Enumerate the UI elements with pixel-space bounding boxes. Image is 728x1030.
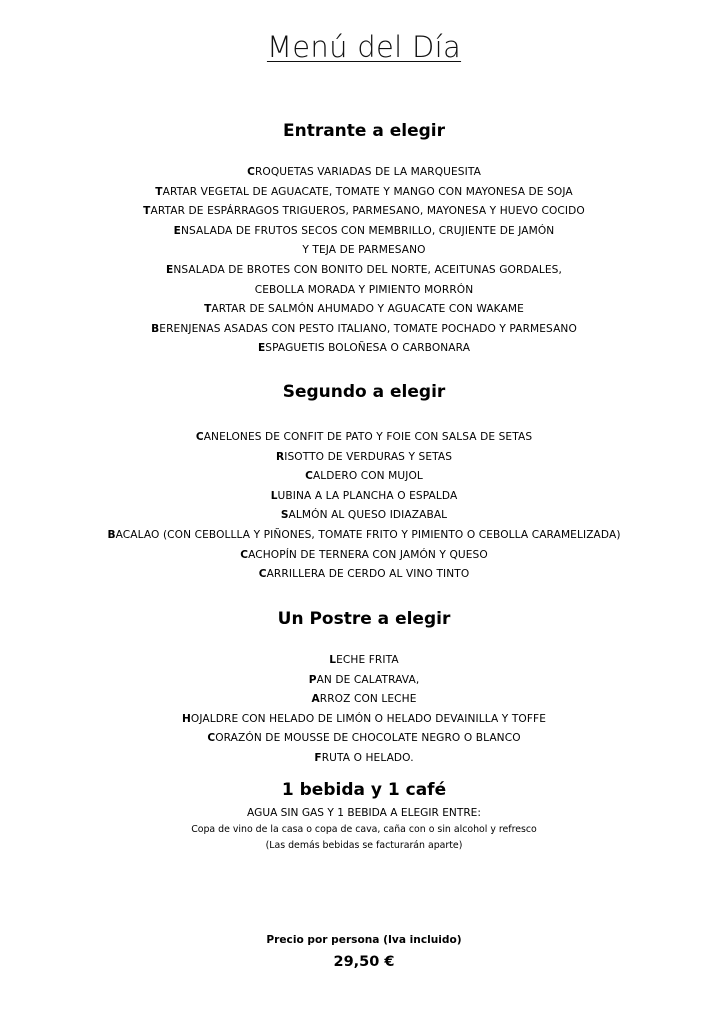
menu-item-text: ARRILLERA DE CERDO AL VINO TINTO — [266, 568, 470, 581]
section-heading-bebidas: 1 bebida y 1 café — [281, 780, 447, 800]
menu-item-text: ARTAR VEGETAL DE AGUACATE, TOMATE Y MANGO CON MAYONESA DE SOJA — [162, 185, 573, 198]
menu-item-text: ANELONES DE CONFIT DE PATO Y FOIE CON SALSA DE SETAS — [203, 431, 533, 443]
menu-item-initial: L — [270, 489, 278, 502]
menu-item — [0, 428, 728, 448]
menu-item-text: AN DE CALATRAVA, — [316, 673, 420, 686]
menu-item — [0, 690, 728, 710]
menu-item-initial: C — [195, 431, 204, 443]
menu-item-initial: B — [151, 322, 160, 335]
menu-item-text: ROQUETAS VARIADAS DE LA MARQUESITA — [254, 166, 481, 178]
menu-item-text: NSALADA DE FRUTOS SECOS CON MEMBRILLO, CRUJIENTE DE JAMÓN — [181, 224, 555, 237]
menu-item-text: ARTAR DE ESPÁRRAGOS TRIGUEROS, PARMESANO, MAYONESA Y HUEVO COCIDO — [150, 205, 585, 218]
menu-item — [0, 710, 728, 730]
menu-item-initial: E — [173, 224, 181, 237]
menu-item — [0, 183, 728, 203]
menu-item-initial: B — [107, 528, 116, 541]
menu-item-text: ACALAO (CON CEBOLLLA Y PIÑONES, TOMATE FRITO Y PIMIENTO O CEBOLLA CARAMELIZADA) — [115, 528, 621, 541]
menu-item — [0, 320, 728, 340]
menu-item-initial: S — [280, 509, 289, 522]
drinks-line-3: (Las demás bebidas se facturarán aparte) — [265, 840, 463, 851]
menu-item-text: ERENJENAS ASADAS CON PESTO ITALIANO, TOMATE POCHADO Y PARMESANO — [159, 322, 577, 335]
menu-item-initial: L — [329, 654, 337, 666]
menu-item — [0, 671, 728, 691]
section-heading-entrantes: Entrante a elegir — [282, 121, 446, 141]
menu-item-text: NSALADA DE BROTES CON BONITO DEL NORTE, ACEITUNAS GORDALES, — [173, 263, 562, 276]
price-label: Precio por persona (Iva incluido) — [266, 934, 462, 946]
menu-item-initial: P — [308, 673, 317, 686]
drinks-line-2: Copa de vino de la casa o copa de cava, caña con o sin alcohol y refresco — [191, 824, 537, 835]
segundos-list — [0, 428, 728, 585]
menu-item — [0, 222, 728, 242]
menu-item-text: Y TEJA DE PARMESANO — [302, 244, 426, 257]
menu-item — [0, 729, 728, 749]
menu-item — [0, 261, 728, 281]
menu-item-text: CEBOLLA MORADA Y PIMIENTO MORRÓN — [254, 283, 474, 296]
menu-item — [0, 448, 728, 468]
menu-item-initial: A — [311, 693, 320, 706]
menu-item-text: ISOTTO DE VERDURAS Y SETAS — [284, 450, 453, 463]
section-heading-segundos: Segundo a elegir — [282, 382, 446, 402]
menu-item-text: SPAGUETIS BOLOÑESA O CARBONARA — [265, 342, 471, 355]
menu-item-text: ARTAR DE SALMÓN AHUMADO Y AGUACATE CON WAKAME — [211, 303, 524, 316]
menu-item — [0, 339, 728, 359]
menu-item — [0, 749, 728, 769]
menu-item-initial: C — [247, 166, 255, 178]
menu-item — [0, 487, 728, 507]
menu-item-text: ECHE FRITA — [336, 654, 399, 666]
menu-item-text: RROZ CON LECHE — [319, 693, 417, 706]
menu-item-text: ALDERO CON MUJOL — [312, 470, 423, 483]
entrantes-list — [0, 163, 728, 359]
menu-item — [0, 300, 728, 320]
drinks-line-1: AGUA SIN GAS Y 1 BEBIDA A ELEGIR ENTRE: — [247, 807, 481, 819]
menu-item — [0, 526, 728, 546]
menu-item — [0, 565, 728, 585]
menu-item — [0, 163, 728, 183]
menu-item — [0, 506, 728, 526]
menu-item — [0, 651, 728, 671]
menu-item-initial: T — [143, 205, 151, 218]
menu-item-initial: H — [181, 712, 191, 725]
menu-item — [0, 202, 728, 222]
menu-item — [0, 467, 728, 487]
menu-item-initial: F — [314, 751, 322, 764]
menu-item-text: RUTA O HELADO. — [321, 751, 414, 764]
menu-item-initial: T — [155, 185, 163, 198]
menu-item-initial: R — [275, 450, 285, 463]
menu-item-initial: T — [204, 303, 212, 316]
menu-item-initial: C — [240, 548, 249, 561]
menu-item-text: OJALDRE CON HELADO DE LIMÓN O HELADO DEVAINILLA Y TOFFE — [190, 712, 547, 725]
menu-item — [0, 546, 728, 566]
menu-item-text: ORAZÓN DE MOUSSE DE CHOCOLATE NEGRO O BLANCO — [215, 732, 521, 745]
menu-item-initial: C — [258, 568, 267, 581]
menu-item — [0, 281, 728, 301]
menu-item-text: ALMÓN AL QUESO IDIAZABAL — [288, 509, 448, 522]
menu-item-initial: C — [207, 732, 216, 745]
page-title: Menú del Día — [266, 30, 462, 64]
menu-item-initial: E — [166, 263, 174, 276]
menu-item — [0, 241, 728, 261]
menu-item-initial: C — [305, 470, 313, 483]
menu-item-text: ACHOPÍN DE TERNERA CON JAMÓN Y QUESO — [248, 548, 488, 561]
menu-item-initial: E — [257, 342, 266, 355]
postres-list — [0, 651, 728, 769]
menu-item-text: UBINA A LA PLANCHA O ESPALDA — [277, 489, 458, 502]
price-value: 29,50 € — [333, 954, 395, 970]
section-heading-postres: Un Postre a elegir — [277, 609, 451, 629]
